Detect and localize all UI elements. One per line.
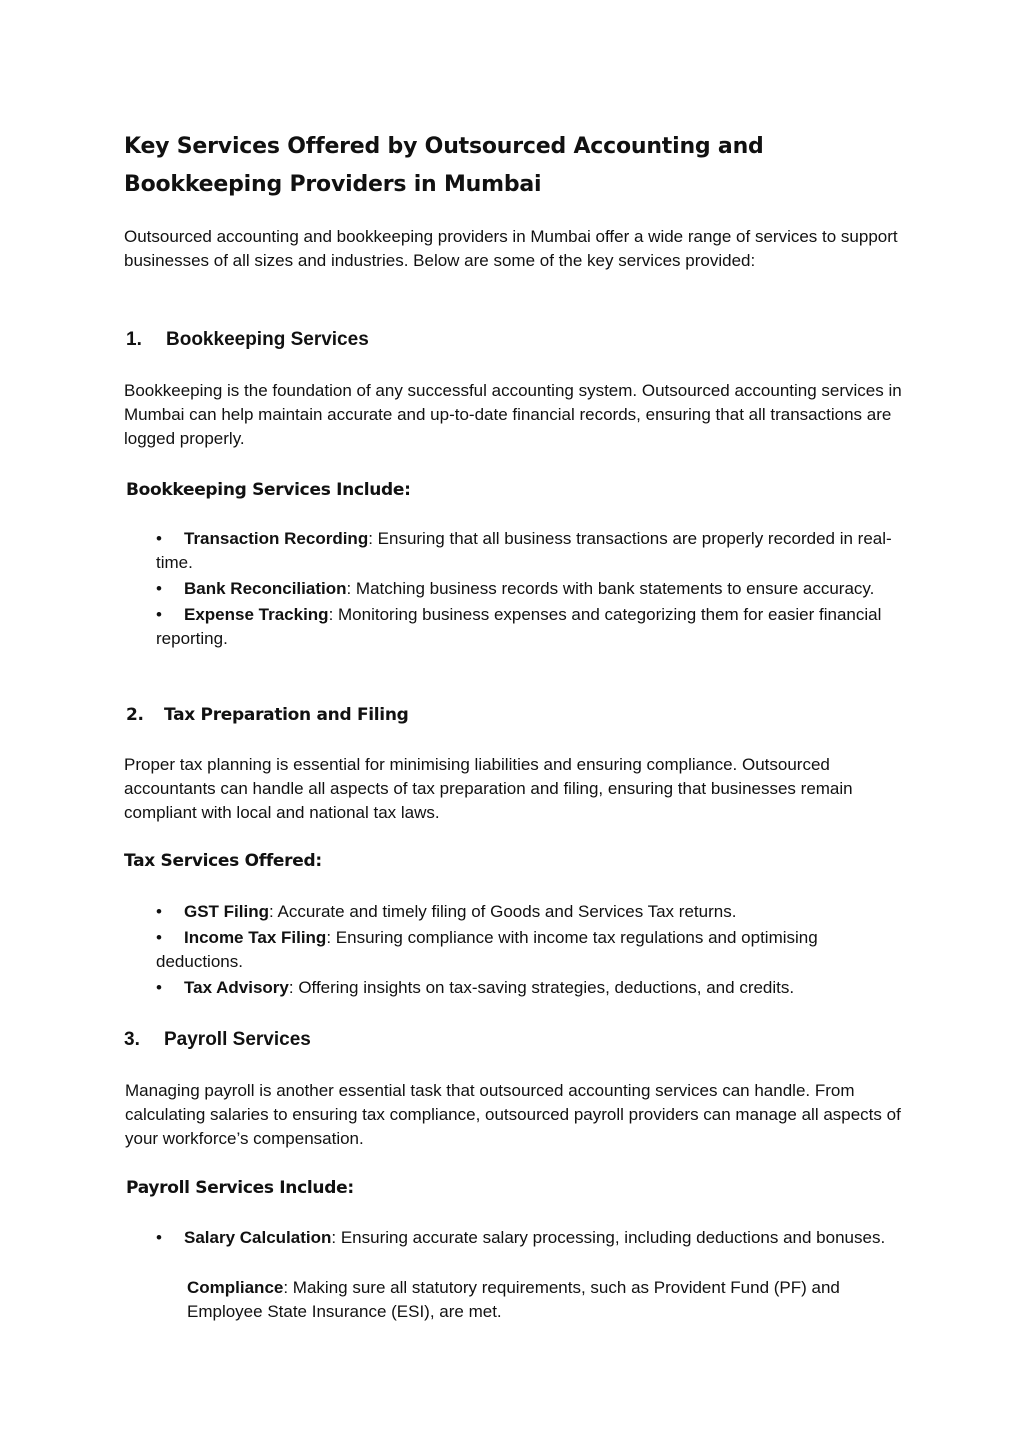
bullet-icon: • (156, 529, 162, 548)
item-text: : Ensuring accurate salary processing, including deductions and bonuses. (331, 1228, 886, 1247)
section-heading-text: Bookkeeping Services (166, 329, 369, 350)
list-item (156, 976, 896, 1000)
section-heading-text: Payroll Services (164, 1029, 311, 1050)
section-number: 3. (124, 1029, 140, 1050)
tax-list (156, 900, 896, 1002)
item-term: Expense Tracking (184, 605, 329, 624)
section-heading-text: Tax Preparation and Filing (164, 705, 409, 725)
section-heading-bookkeeping (126, 329, 369, 351)
list-item (156, 900, 896, 924)
item-term: Bank Reconciliation (184, 579, 347, 598)
item-term: Transaction Recording (184, 529, 369, 548)
list-item (156, 527, 896, 575)
payroll-subheading: Payroll Services Include: (126, 1178, 354, 1198)
compliance-item (187, 1276, 887, 1324)
item-text: : Accurate and timely filing of Goods and Services Tax returns. (269, 902, 737, 921)
section-number: 2. (126, 705, 144, 725)
tax-subheading: Tax Services Offered: (124, 851, 322, 871)
item-term: Tax Advisory (184, 978, 289, 997)
bullet-icon: • (156, 978, 162, 997)
bullet-icon: • (156, 902, 162, 921)
item-term: GST Filing (184, 902, 269, 921)
item-text: : Ensuring compliance with income tax regulations and optimising deductions. (156, 928, 818, 971)
bookkeeping-paragraph: Bookkeeping is the foundation of any successful accounting system. Outsourced accounting services in Mumbai can help maintain accurate and up-to-date financial records, ensuring that all transactions are logged properly. (124, 381, 902, 448)
intro-paragraph: Outsourced accounting and bookkeeping providers in Mumbai offer a wide range of services to support businesses of all sizes and industries. Below are some of the key services provided: (124, 227, 898, 270)
item-term: Salary Calculation (184, 1228, 332, 1247)
bookkeeping-subheading: Bookkeeping Services Include: (126, 480, 411, 500)
bullet-icon: • (156, 928, 162, 947)
list-item (156, 577, 896, 601)
section-heading-tax (126, 705, 409, 725)
item-text: : Ensuring that all business transactions are properly recorded in real-time. (156, 529, 892, 572)
bookkeeping-list (156, 527, 896, 653)
section-heading-payroll (124, 1029, 311, 1051)
list-item (156, 603, 896, 651)
bullet-icon: • (156, 1228, 162, 1247)
item-text: : Matching business records with bank statements to ensure accuracy. (346, 579, 875, 598)
item-term: Compliance (187, 1278, 284, 1297)
item-text: : Making sure all statutory requirements, such as Provident Fund (PF) and Employee State Insurance (ESI), are met. (187, 1278, 840, 1321)
section-number: 1. (126, 329, 142, 350)
item-term: Income Tax Filing (184, 928, 327, 947)
page-title: Key Services Offered by Outsourced Accounting and Bookkeeping Providers in Mumbai (124, 134, 764, 197)
list-item (156, 926, 896, 974)
bullet-icon: • (156, 605, 162, 624)
payroll-list (156, 1226, 896, 1252)
bullet-icon: • (156, 579, 162, 598)
payroll-paragraph: Managing payroll is another essential task that outsourced accounting services can handle. From calculating salaries to ensuring tax compliance, outsourced payroll providers can manage all aspects of your workforce’s compensation. (125, 1081, 901, 1148)
tax-paragraph: Proper tax planning is essential for minimising liabilities and ensuring compliance. Outsourced accountants can handle all aspects of tax preparation and filing, ensuring that businesses remain compliant with local and national tax laws. (124, 755, 853, 822)
list-item (156, 1226, 896, 1250)
item-text: : Monitoring business expenses and categorizing them for easier financial reporting. (156, 605, 882, 648)
item-text: : Offering insights on tax-saving strategies, deductions, and credits. (288, 978, 795, 997)
